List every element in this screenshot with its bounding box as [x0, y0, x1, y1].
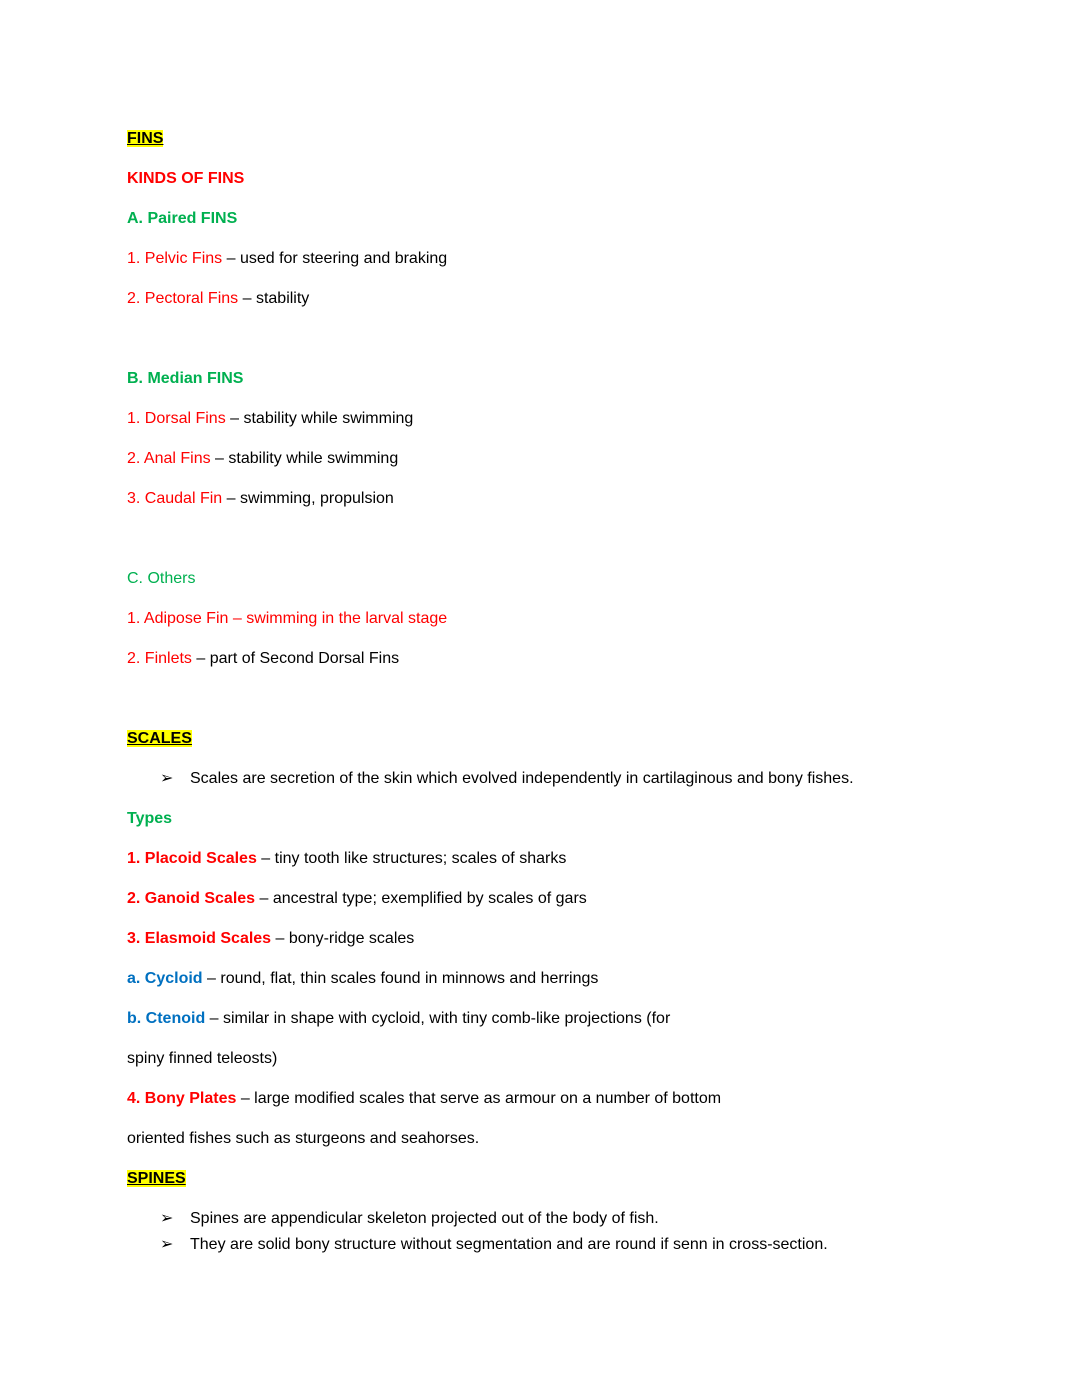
text-segment: – part of Second Dorsal Fins	[196, 650, 400, 667]
text-segment: FINS	[127, 130, 164, 147]
text-segment: 2. Pectoral Fins	[127, 290, 243, 307]
text-segment: a. Cycloid	[127, 970, 208, 987]
text-segment: 3. Caudal Fin	[127, 490, 227, 507]
others-heading	[127, 568, 980, 589]
bony-plates-item	[127, 1088, 980, 1109]
placoid-scales-item	[127, 848, 980, 869]
types-heading	[127, 808, 980, 829]
bony-plates-item-continued	[127, 1128, 980, 1149]
paired-fins-heading	[127, 208, 980, 229]
ctenoid-item-continued	[127, 1048, 980, 1069]
anal-fins-item	[127, 448, 980, 469]
caudal-fin-item	[127, 488, 980, 509]
text-segment: B. Median FINS	[127, 370, 244, 387]
text-segment: – round, flat, thin scales found in minnows and herrings	[207, 970, 599, 987]
text-segment: – ancestral type; exemplified by scales of gars	[259, 890, 587, 907]
text-segment: – bony-ridge scales	[275, 930, 415, 947]
text-segment: SCALES	[127, 730, 192, 747]
document-body	[127, 128, 980, 1255]
text-segment: They are solid bony structure without segmentation and are round if senn in cross-section.	[190, 1236, 828, 1253]
text-segment: 2. Ganoid Scales	[127, 890, 260, 907]
text-segment: SPINES	[127, 1170, 186, 1187]
dorsal-fins-item	[127, 408, 980, 429]
blank-line	[127, 688, 980, 709]
text-segment: 1. Pelvic Fins	[127, 250, 227, 267]
arrow-bullet-icon: ➢	[160, 1210, 174, 1227]
text-segment: Spines are appendicular skeleton projected out of the body of fish.	[190, 1210, 659, 1227]
scales-definition-bullet	[127, 768, 980, 789]
text-segment: – used for steering and braking	[226, 250, 448, 267]
cycloid-item	[127, 968, 980, 989]
median-fins-heading	[127, 368, 980, 389]
text-segment: – stability while swimming	[215, 450, 399, 467]
arrow-bullet-icon: ➢	[160, 1236, 174, 1253]
spines-heading	[127, 1168, 980, 1189]
fins-heading	[127, 128, 980, 149]
adipose-fin-item	[127, 608, 980, 629]
pectoral-fins-item	[127, 288, 980, 309]
pelvic-fins-item	[127, 248, 980, 269]
text-segment: – large modified scales that serve as armour on a number of bottom	[240, 1090, 722, 1107]
text-segment: – stability while swimming	[230, 410, 414, 427]
text-segment: 1. Dorsal Fins	[127, 410, 231, 427]
text-segment: – stability	[242, 290, 310, 307]
ganoid-scales-item	[127, 888, 980, 909]
ctenoid-item	[127, 1008, 980, 1029]
scales-heading	[127, 728, 980, 749]
text-segment: spiny finned teleosts)	[127, 1050, 278, 1067]
text-segment: – tiny tooth like structures; scales of sharks	[261, 850, 567, 867]
text-segment: – similar in shape with cycloid, with tiny comb-like projections (for	[209, 1010, 671, 1027]
text-segment: Scales are secretion of the skin which evolved independently in cartilaginous and bony fishes.	[190, 770, 854, 787]
text-segment: b. Ctenoid	[127, 1010, 210, 1027]
finlets-item	[127, 648, 980, 669]
text-segment: A. Paired FINS	[127, 210, 238, 227]
text-segment: 2. Finlets	[127, 650, 197, 667]
text-segment: 3. Elasmoid Scales	[127, 930, 276, 947]
text-segment: 4. Bony Plates	[127, 1090, 241, 1107]
blank-line	[127, 528, 980, 549]
text-segment: oriented fishes such as sturgeons and seahorses.	[127, 1130, 480, 1147]
text-segment: – swimming, propulsion	[226, 490, 394, 507]
text-segment: Types	[127, 810, 173, 827]
elasmoid-scales-item	[127, 928, 980, 949]
spines-definition-bullet-2	[127, 1234, 980, 1255]
kinds-of-fins-heading	[127, 168, 980, 189]
blank-line	[127, 328, 980, 349]
arrow-bullet-icon: ➢	[160, 770, 174, 787]
text-segment: 1. Placoid Scales	[127, 850, 262, 867]
text-segment: 2. Anal Fins	[127, 450, 216, 467]
text-segment: KINDS OF FINS	[127, 170, 245, 187]
spines-definition-bullet-1	[127, 1208, 980, 1229]
text-segment: C. Others	[127, 570, 196, 587]
text-segment: 1. Adipose Fin – swimming in the larval stage	[127, 610, 448, 627]
